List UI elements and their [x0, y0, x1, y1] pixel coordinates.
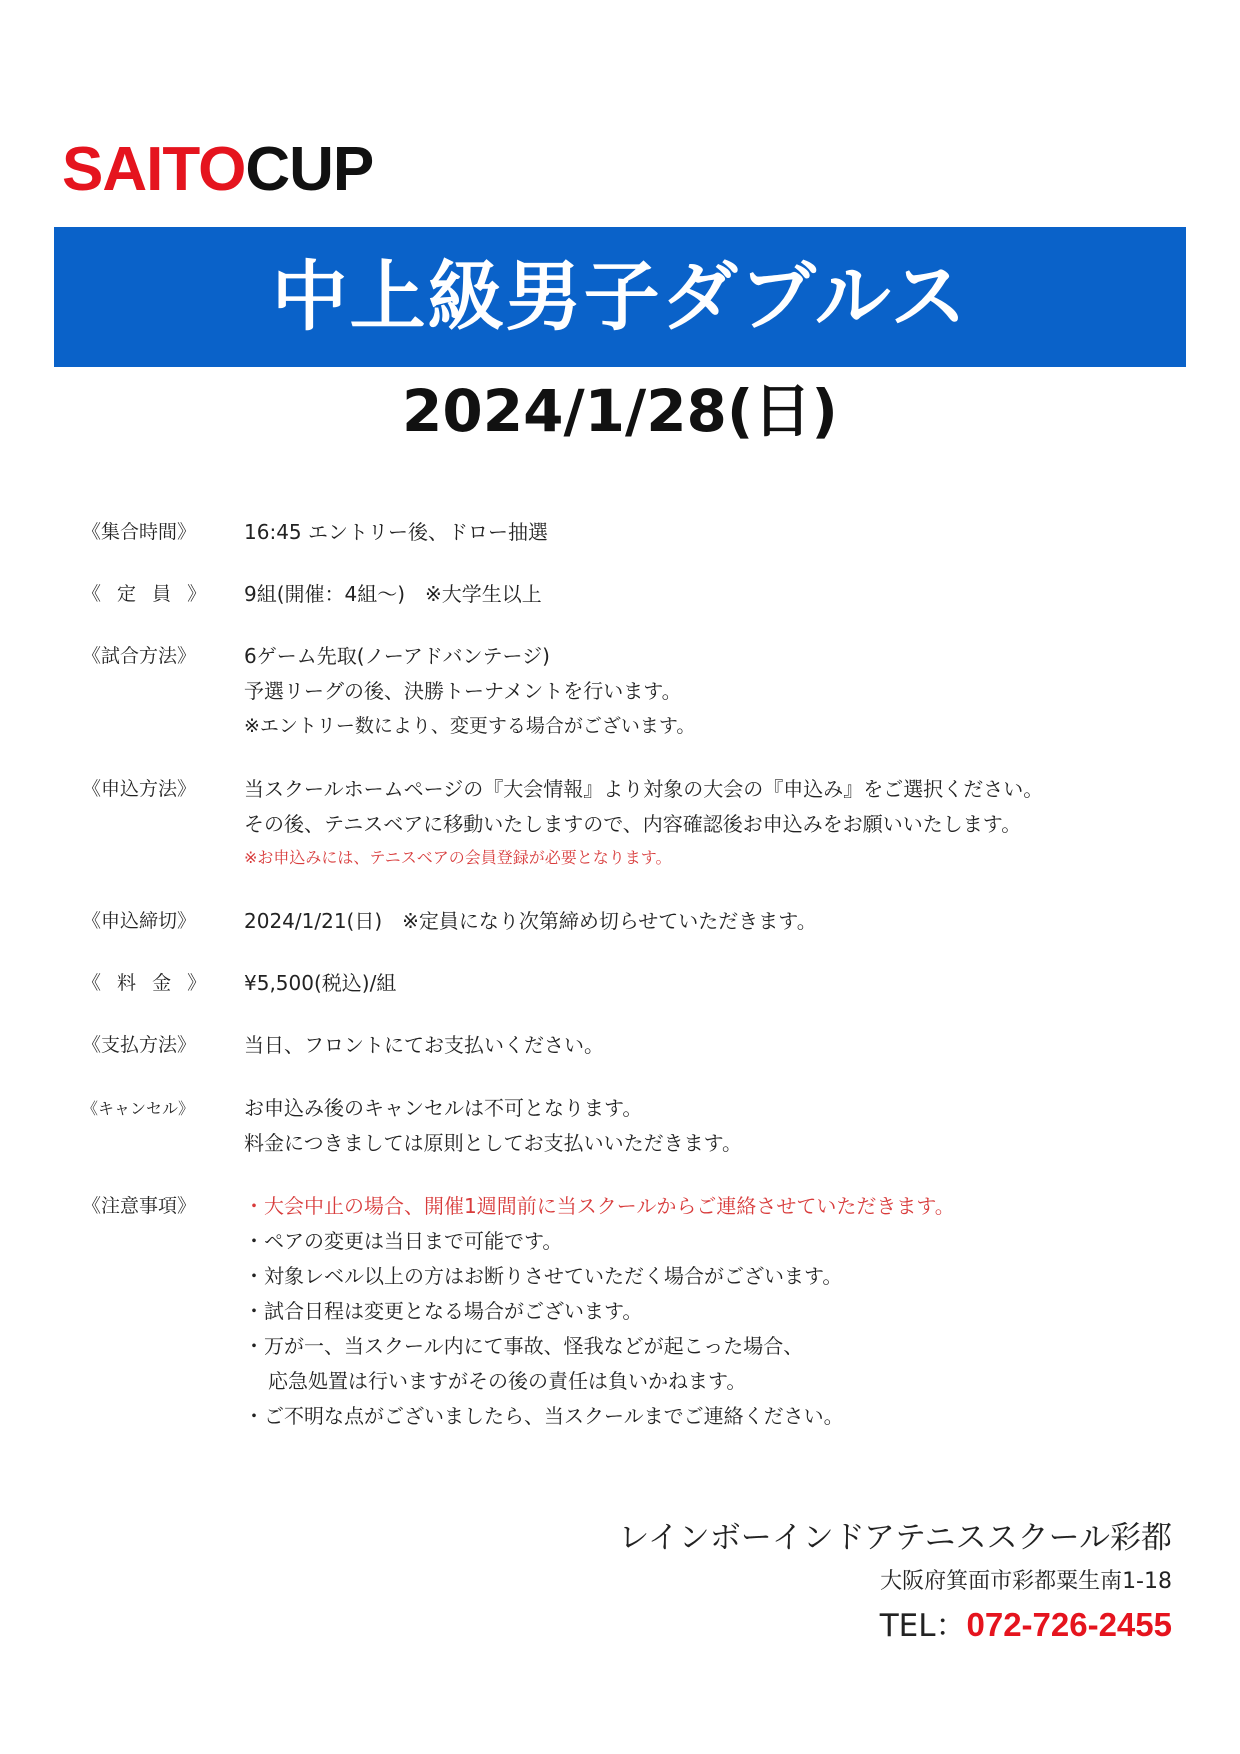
detail-label: 《 料 金 》: [82, 972, 212, 994]
detail-content: [244, 1091, 1194, 1161]
title-banner: [54, 227, 1186, 367]
notes-item-continuation: 応急処置は行いますがその後の責任は負いかねます。: [268, 1369, 747, 1393]
banner-title: 中上級男子ダブルス: [271, 252, 969, 341]
detail-line: お申込み後のキャンセルは不可となります。: [244, 1096, 643, 1120]
detail-label: 《集合時間》: [82, 521, 197, 543]
notes-item: ・万が一、当スクール内にて事故、怪我などが起こった場合、: [244, 1334, 804, 1358]
detail-label: 《試合方法》: [82, 645, 197, 667]
event-date: 2024/1/28(日): [402, 377, 838, 445]
detail-label: 《申込締切》: [82, 910, 197, 932]
detail-line: 9組(開催：4組～) ※大学生以上: [244, 582, 542, 606]
detail-line: 料金につきましては原則としてお支払いいただきます。: [244, 1131, 742, 1155]
detail-label: 《注意事項》: [82, 1195, 197, 1217]
detail-content: [244, 772, 1194, 874]
notes-highlight: ・大会中止の場合、開催1週間前に当スクールからご連絡させていただきます。: [244, 1194, 955, 1218]
detail-line: その後、テニスベアに移動いたしますので、内容確認後お申込みをお願いいたします。: [244, 812, 1022, 836]
detail-line: 2024/1/21(日) ※定員になり次第締め切らせていただきます。: [244, 909, 817, 933]
logo-part-saito: SAITO: [62, 135, 246, 204]
detail-content: [244, 1028, 1194, 1063]
detail-line: 当スクールホームページの『大会情報』より対象の大会の『申込み』をご選択ください。: [244, 777, 1044, 801]
detail-content: [244, 639, 1194, 744]
detail-line: 16:45 エントリー後、ドロー抽選: [244, 520, 548, 544]
logo-part-cup: CUP: [245, 135, 374, 204]
detail-label: 《キャンセル》: [82, 1099, 195, 1118]
detail-line: 6ゲーム先取(ノーアドバンテージ): [244, 644, 550, 668]
notes-item: ・試合日程は変更となる場合がございます。: [244, 1299, 643, 1323]
school-address: 大阪府箕面市彩都粟生南1-18: [880, 1569, 1172, 1594]
notes-item: ・ペアの変更は当日まで可能です。: [244, 1229, 563, 1253]
detail-line: 予選リーグの後、決勝トーナメントを行います。: [244, 679, 682, 703]
tel-number: 072-726-2455: [966, 1606, 1172, 1643]
detail-content: [244, 515, 1194, 550]
tel-label: TEL：: [879, 1608, 967, 1644]
detail-content: [244, 966, 1194, 1001]
event-logo: [62, 132, 373, 208]
school-phone: [880, 1604, 1172, 1647]
detail-line: ※エントリー数により、変更する場合がございます。: [244, 715, 696, 737]
detail-label: 《 定 員 》: [82, 583, 212, 605]
detail-label: 《申込方法》: [82, 778, 197, 800]
detail-content: [244, 1189, 1194, 1434]
detail-line: ¥5,500(税込)/組: [244, 971, 397, 995]
detail-label: 《支払方法》: [82, 1034, 197, 1056]
notes-item: ・ご不明な点がございましたら、当スクールまでご連絡ください。: [244, 1404, 844, 1428]
notes-item: ・対象レベル以上の方はお断りさせていただく場合がございます。: [244, 1264, 843, 1288]
detail-content: [244, 577, 1194, 612]
school-name: レインボーインドアテニススクール彩都: [618, 1520, 1172, 1556]
detail-content: [244, 904, 1194, 939]
detail-line: 当日、フロントにてお支払いください。: [244, 1033, 604, 1057]
detail-note-red: ※お申込みには、テニスベアの会員登録が必要となります。: [244, 848, 672, 867]
